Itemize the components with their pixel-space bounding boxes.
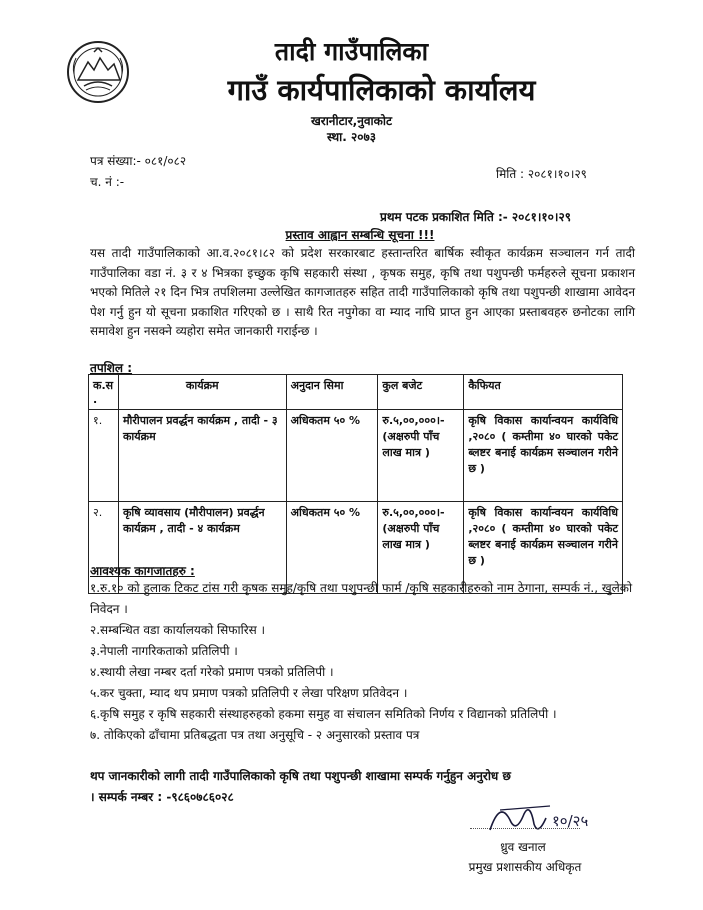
list-item: ५.कर चुक्ता, म्याद थप प्रमाण पत्रको प्रतिलिपी र लेखा परिक्षण प्रतिवेदन । <box>90 686 408 700</box>
column-header: कार्यक्रम <box>118 375 286 410</box>
program-cell: कृषि व्यावसाय (मौरीपालन) प्रवर्द्धन कार्यक्रम , तादी - ४ कार्यक्रम <box>118 502 286 594</box>
letter-number: पत्र संख्या:- ०८१/०८२ <box>90 154 187 168</box>
signature-date: १०/२५ <box>552 812 589 830</box>
program-table <box>88 374 623 594</box>
established-year: स्था. २०७३ <box>327 130 376 144</box>
office-name: गाउँ कार्यपालिकाको कार्यालय <box>227 73 536 107</box>
documents-list <box>90 578 650 746</box>
limit-cell: अधिकतम ५० % <box>286 410 378 502</box>
column-header: कैफियत <box>464 375 623 410</box>
remarks-cell: कृषि विकास कार्यान्वयन कार्यविधि ,२०८० ( कम्तीमा ४० घारको पकेट ब्लष्टर बनाई कार्यक्रम सञ्चालन गरीने छ ) <box>464 502 623 594</box>
list-item: १.रु.१० को हुलाक टिकट टांस गरी कृषक समुह/कृषि तथा पशुपन्छी फार्म /कृषि सहकारीहरुको नाम ठेगाना, सम्पर्क नं., खुलेको निवेदन । <box>90 581 633 616</box>
limit-cell: अधिकतम ५० % <box>286 502 378 594</box>
documents-heading: आवश्यक कागजातहरु : <box>90 564 195 578</box>
table-row <box>89 410 623 502</box>
table-header-row <box>89 375 623 410</box>
notice-body: यस तादी गाउँपालिकाको आ.व.२०८१।८२ को प्रदेश सरकारबाट हस्तान्तरित बार्षिक स्वीकृत कार्यक्रम सञ्चालन गर्न तादी गाउँपालिका वडा नं. ३ र ४ भित्रका इच्छुक कृषि सहकारी संस्था , कृषक समुह, कृषि तथा पशुपन्छी फर्महरुले सूचना प्रकाशन भएको मितिले २१ दिन भित्र तपशिलमा उल्लेखित कागजातहरु सहित तादी गाउँपालिकाको कृषि तथा पशुपन्छी शाखामा आवेदन पेश गर्नु हुन यो सूचना प्रकाशित गरिएको छ । साथै रित नपुगेका वा म्याद नाघि प्राप्त हुन आएका प्रस्ताबवहरु छनोटका लागि समावेश हुन नसक्ने व्यहोरा समेत जानकारी गराईन्छ । <box>90 246 635 338</box>
contact-line: थप जानकारीको लागी तादी गाउँपालिकाको कृषि तथा पशुपन्छी शाखामा सम्पर्क गर्नुहुन अनुरोध छ <box>90 769 511 783</box>
column-header: कुल बजेट <box>378 375 464 410</box>
dispatch-number: च. नं :- <box>90 175 125 189</box>
serial-cell: २. <box>89 502 119 594</box>
column-header: क.स . <box>89 375 119 410</box>
budget-cell: रु.५,००,०००।- (अक्षरुपी पाँच लाख मात्र ) <box>378 502 464 594</box>
list-item: ७. तोकिएको ढाँचामा प्रतिबद्धता पत्र तथा अनुसूचि - २ अनुसारको प्रस्ताव पत्र <box>90 728 420 742</box>
published-date: प्रथम पटक प्रकाशित मिति :- २०८१।१०।२९ <box>380 210 571 224</box>
signatory-name: ध्रुव खनाल <box>500 840 546 854</box>
list-item: २.सम्बन्धित वडा कार्यालयको सिफारिस । <box>90 623 266 637</box>
signatory-designation: प्रमुख प्रशासकीय अधिकृत <box>468 860 582 874</box>
remarks-cell: कृषि विकास कार्यान्वयन कार्यविधि ,२०८० ( कम्तीमा ४० घारको पकेट ब्लष्टर बनाई कार्यक्रम सञ्चालन गरीने छ ) <box>464 410 623 502</box>
municipality-name: तादी गाउँपालिका <box>274 37 429 66</box>
details-label: तपशिल : <box>90 361 133 375</box>
office-address: खरानीटार,नुवाकोट <box>310 114 393 128</box>
letter-date: मिति : २०८१।१०।२९ <box>496 167 587 181</box>
list-item: ३.नेपाली नागरिकताको प्रतिलिपी । <box>90 644 238 658</box>
list-item: ४.स्थायी लेखा नम्बर दर्ता गरेको प्रमाण पत्रको प्रतिलिपी । <box>90 665 334 679</box>
notice-subject: प्रस्ताव आह्वान सम्बन्धि सूचना !!! <box>285 228 435 242</box>
serial-cell: १. <box>89 410 119 502</box>
budget-cell: रु.५,००,०००।- (अक्षरुपी पाँच लाख मात्र ) <box>378 410 464 502</box>
program-cell: मौरीपालन प्रवर्द्धन कार्यक्रम , तादी - ३ कार्यक्रम <box>118 410 286 502</box>
contact-phone: । सम्पर्क नम्बर : -९८६०७८६०२८ <box>90 790 234 804</box>
column-header: अनुदान सिमा <box>286 375 378 410</box>
list-item: ६.कृषि समुह र कृषि सहकारी संस्थाहरुहको हकमा समुह वा संचालन समितिको निर्णय र विद्यानको प्रतिलिपी । <box>90 707 557 721</box>
signature-line <box>470 828 580 829</box>
